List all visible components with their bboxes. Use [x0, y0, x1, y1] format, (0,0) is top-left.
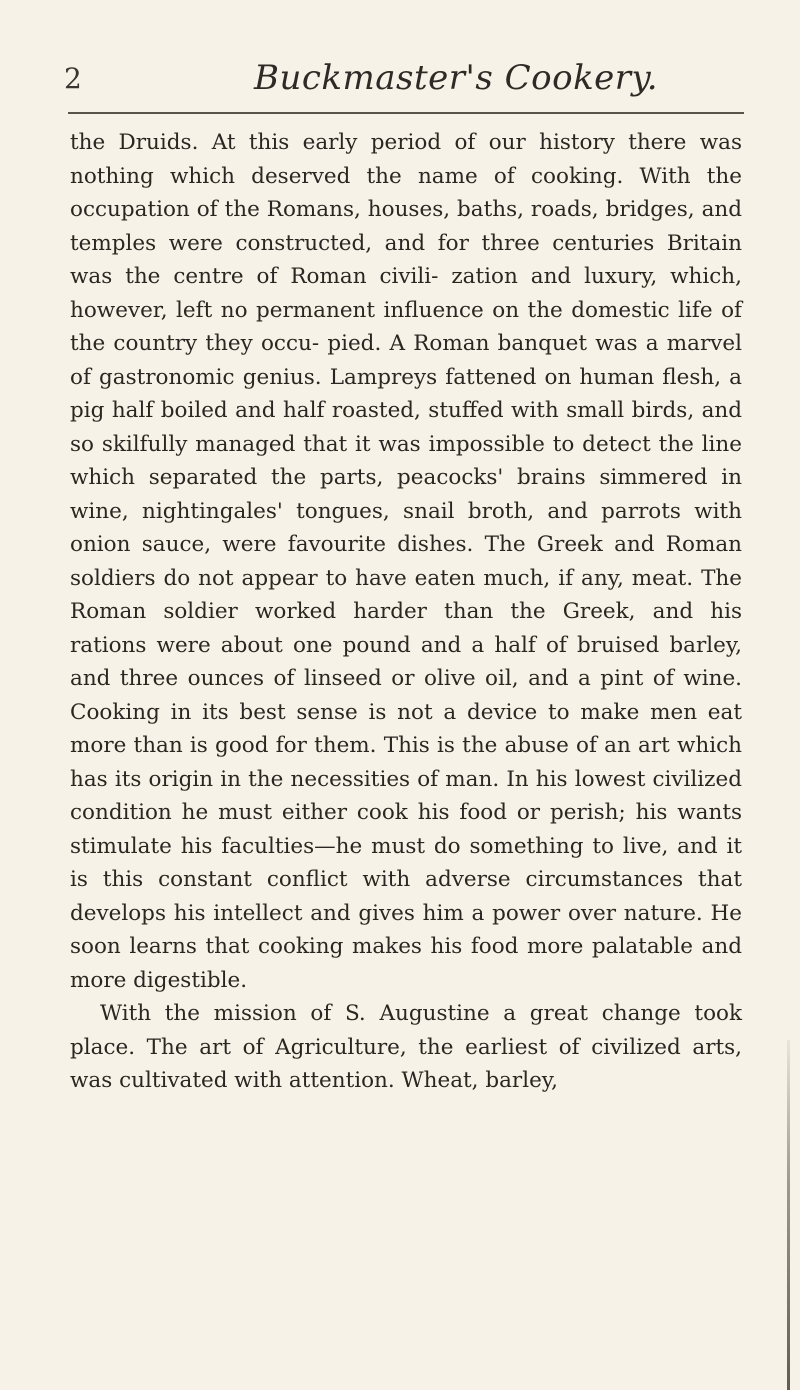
paragraph-2: With the mission of S. Augustine a great change took place. The art of Agriculture, the earliest of civilized arts, was cultivated with attention. Wheat, barley, [70, 1001, 742, 1093]
body-text [70, 126, 742, 1098]
page-header [64, 58, 744, 108]
page-edge-shadow [787, 1040, 790, 1390]
paragraph-1: the Druids. At this early period of our history there was nothing which deserved the name of cooking. With the occupation of the Romans, houses, baths, roads, bridges, and temples were constructed, and for three centuries Britain was the centre of Roman civili- zation and luxury, which, however, left no permanent influence on the domestic life of the country they occu- pied. A Roman banquet was a marvel of gastronomic genius. Lampreys fattened on human flesh, a pig half boiled and half roasted, stuffed with small birds, and so skilfully managed that it was impossible to detect the line which separated the parts, peacocks' brains simmered in wine, nightingales' tongues, snail broth, and parrots with onion sauce, were favourite dishes. The Greek and Roman soldiers do not appear to have eaten much, if any, meat. The Roman soldier worked harder than the Greek, and his rations were about one pound and a half of bruised barley, and three ounces of linseed or olive oil, and a pint of wine. Cooking in its best sense is not a device to make men eat more than is good for them. This is the abuse of an art which has its origin in the necessities of man. In his lowest civilized condition he must either cook his food or perish; his wants stimulate his faculties—he must do something to live, and it is this constant conflict with adverse circumstances that develops his intellect and gives him a power over nature. He soon learns that cooking makes his food more palatable and more digestible. [70, 130, 742, 993]
header-rule [68, 112, 744, 114]
page-number: 2 [64, 62, 82, 95]
running-title: Buckmaster's Cookery. [254, 58, 659, 98]
